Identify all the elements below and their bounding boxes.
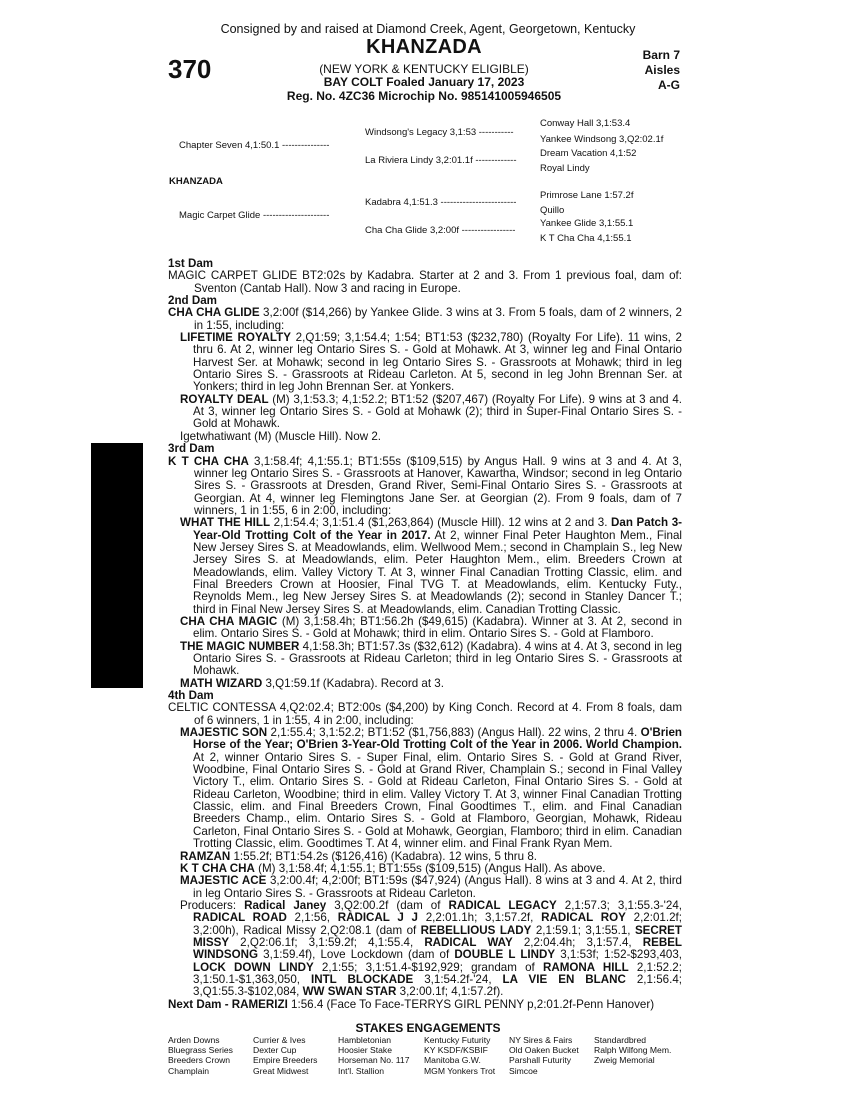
barn-label: Barn 7 [642,48,680,62]
offspring-name: RAMZAN [180,849,231,863]
producer-offspring: DOUBLE L LINDY [454,948,556,962]
offspring-record: (M) 3,1:58.4h; BT1:56.2h ($49,615) (Kadabra). Winner at 3. At 2, second in elim. Ontario Sires S. - Gold at Mohawk; third in elim. Ontario Sires S. - Gold at Flamboro. [193,614,682,641]
pedigree-dam-dam: Cha Cha Glide 3,2:00f ----------------- [365,225,516,236]
producer-offspring: INTL BLOCKADE [311,972,414,986]
pedigree-g8: K T Cha Cha 4,1:55.1 [540,233,632,244]
dam-record: 3,2:00f ($14,266) by Yankee Glide. 3 wins at 3. From 5 foals, dam of 2 winners, 2 in 1:55, including: [194,306,682,332]
producer-offspring: REBEL WINDSONG [193,935,683,962]
producer-record: 2,1:59.1; 3,1:55.1, [531,923,635,937]
stakes-column [253,1035,317,1076]
producers-label: Producers: [180,898,237,912]
stakes-item: Zweig Memorial [594,1055,655,1066]
stakes-column [509,1035,579,1076]
stakes-item: Breeders Crown [168,1055,231,1066]
stakes-item: Hoosier Stake [338,1045,392,1056]
producer-offspring: RADICAL LEGACY [448,898,557,912]
stakes-item: Champlain [168,1065,210,1076]
offspring-name: THE MAGIC NUMBER [180,639,300,653]
offspring-name: K T CHA CHA [180,861,255,875]
dam-name: CHA CHA GLIDE [168,306,260,320]
pedigree-g3: Dream Vacation 4,1:52 [540,148,637,159]
stakes-item: Arden Downs [168,1035,220,1045]
stakes-item: Old Oaken Bucket [509,1045,579,1056]
first-dam-text: MAGIC CARPET GLIDE BT2:02s by Kadabra. Starter at 2 and 3. From 1 previous foal, dam of: Sventon (Cantab Hall). Now 3 and racing in Europe. [168,269,682,295]
producer-offspring: LA VIE EN BLANC [502,972,626,986]
producer-record: 2,2:01.2f; 3,2:00h), Radical Missy 2,Q2:08.1 (dam of [193,911,682,937]
producer-record: 3,1:59.4f), Love Lockdown (dam of [258,948,455,962]
stakes-column [338,1035,410,1076]
offspring-entry [168,875,682,900]
producer-record: 2,2:01.1h; 3,1:57.2f, [418,911,542,925]
offspring-record: 1:55.2f; BT1:54.2s ($126,416) (Kadabra). 12 wins, 5 thru 8. [230,849,538,863]
dam-name: K T CHA CHA [168,454,249,468]
producer-offspring: RADICAL WAY [424,935,513,949]
producer-offspring: RADICAL ROY [541,911,626,925]
stakes-item: Kentucky Futurity [424,1035,491,1045]
producer-offspring: SECRET MISSY [193,923,682,949]
producer-offspring: REBELLIOUS LADY [420,923,532,937]
pedigree-horse: KHANZADA [169,176,223,187]
offspring-record: At 2, winner Final Peter Haughton Mem., Final New Jersey Sires S. at Meadowlands, elim. Wellwood Mem.; second in Champlain S., leg New Jersey Sires S. at Meadowlands, elim. Peter Haughton Mem., elim. Breeders Crown at Meadowlands, elim. Valley Victory T. At 3, winner Final Canadian Trotting Classic, elim. and Final Breeders Crown at Hoosier, Final TVG T. at Meadowlands, elim. Kentucky Futy., Reynolds Mem., leg New Jersey Sires S. at Meadowlands (2); second in Stanley Dancer T.; third in Final New Jersey Sires S. at Meadowlands, elim. Canadian Trotting Classic. [193,528,682,616]
next-dam-line [168,999,682,1011]
next-dam-label: Next Dam - RAMERIZI [168,997,288,1011]
eligibility: (NEW YORK & KENTUCKY ELIGIBLE) [319,62,529,76]
second-dam-heading: 2nd Dam [168,294,217,308]
producer-record: 2,2:04.4h; 3,1:57.4, [512,935,643,949]
hip-number: 370 [168,54,212,84]
pedigree-g2: Yankee Windsong 3,Q2:02.1f [540,134,664,145]
producer-record: 2,1:55; 3,1:51.4-$192,929; grandam of [313,960,543,974]
offspring-entry [168,727,682,850]
offspring-entry [168,678,682,690]
producer-offspring: RADICAL J J [337,911,419,925]
award-text: Dan Patch 3-Year-Old Trotting Colt of the Year in 2017. [193,516,682,542]
stakes-item: Great Midwest [253,1065,309,1076]
offspring-record: 2,1:55.4; 3,1:52.2; BT1:52 ($1,756,883) (Angus Hall). 22 wins, 2 thru 4. [267,726,641,740]
producer-record: 2,Q2:06.1f; 3,1:59.2f; 4,1:55.4, [229,935,425,949]
third-dam-text [168,456,682,518]
pedigree-g7: Yankee Glide 3,1:55.1 [540,218,634,229]
offspring-entry [168,332,682,394]
producer-record: 3,1:54.2f-'24, [413,972,503,986]
dam-record: 3,1:58.4f; 4,1:55.1; BT1:55s ($109,515) by Angus Hall. 9 wins at 3 and 4. At 3, winner leg Ontario Sires S. - Grassroots at Hanover, Kawartha, Windsor; second in leg Ontario Sires S. - Grassroots at Dresden, Grand River, Semi-Final Ontario Sires S. - Grassroots at Georgian. At 4, winner leg Flemingtons Jane Ser. at Georgian (2). From 9 foals, dam of 7 winners, 1 in 1:55, 6 in 2:00, including: [194,454,682,517]
producer-record: 3,1:53f; 1:52-$293,403, [555,948,683,962]
producer-name: Radical Janey [236,898,327,912]
offspring-record: 3,2:00.4f; 4,2:00f; BT1:59s ($47,924) (Angus Hall). 8 wins at 3 and 4. At 2, third in leg Ontario Sires S. - Grassroots at Rideau Carleton. [193,874,682,900]
offspring-record: At 2, winner Ontario Sires S. - Super Final, elim. Ontario Sires S. - Gold at Grand River, Woodbine, Final Ontario Sires S. - Gold at Grand River, Champlain S.; second in Final Valley Victory T., elim. Ontario Sires S. - Gold at Rideau Carleton, Final Ontario Sires S. - Gold at Rideau Carleton, Woodbine; third in elim. Valley Victory T. At 3, winner Final Canadian Trotting Classic, elim. and Final Breeders Crown, Final Goodtimes T., elim. and Final Canadian Breeders Champ., elim. Ontario Sires S. - Gold at Flamboro, Georgian, Mohawk, Rideau Carleton, Final Ontario Sires S. - Gold at Mohawk, Georgian, Flamboro; third in elim. Canadian Trotting Classic, elim. Goodtimes T. At 4, winner elim. and Final Frank Ryan Mem. [193,750,682,851]
stakes-column [168,1035,233,1076]
offspring-name: ROYALTY DEAL [180,392,269,406]
stakes-item: KY KSDF/KSBIF [424,1045,488,1056]
pedigree-g5: Primrose Lane 1:57.2f [540,190,634,201]
offspring-entry [168,616,682,641]
producers-entry [168,900,682,999]
award-text: O'Brien Horse of the Year; O'Brien 3-Year-Old Trotting Colt of the Year in 2006. World Champion. [193,726,682,752]
stakes-item: Empire Breeders [253,1055,318,1066]
pedigree-g1: Conway Hall 3,1:53.4 [540,118,631,129]
stakes-title: STAKES ENGAGEMENTS [355,1021,501,1035]
producer-record: 2,1:57.3; 3,1:55.3-'24, [556,898,682,912]
pedigree-dam: Magic Carpet Glide --------------------- [179,210,330,221]
producer-offspring: RADICAL ROAD [193,911,287,925]
aisle-range: A-G [658,78,680,92]
stakes-column [424,1035,495,1076]
pedigree-g6: Quillo [540,205,565,216]
dam-sections [168,258,682,1011]
producer-record: 3,2:00.1f; 4,1:57.2f). [396,985,504,999]
stakes-item: Dexter Cup [253,1045,297,1056]
stakes-item: Horseman No. 117 [338,1055,410,1066]
producer-offspring: RAMONA HILL [542,960,629,974]
registration-line: Reg. No. 4ZC36 Microchip No. 985141005946505 [286,89,562,103]
stakes-item: Simcoe [509,1065,538,1076]
offspring-entry [168,394,682,431]
stakes-column [594,1035,671,1066]
second-dam-text [168,307,682,332]
offspring-entry [168,517,682,616]
stakes-item: MGM Yonkers Trot [424,1065,496,1076]
offspring-entry: Igetwhatiwant (M) (Muscle Hill). Now 2. [180,429,382,443]
producer-offspring: WW SWAN STAR [302,985,397,999]
offspring-entry [168,641,682,678]
offspring-record: (M) 3,1:58.4f; 4,1:55.1; BT1:55s ($109,515) (Angus Hall). As above. [254,861,606,875]
aisles-label: Aisles [644,63,680,77]
pedigree-sire: Chapter Seven 4,1:50.1 --------------- [179,140,330,151]
stakes-item: Manitoba G.W. [424,1055,481,1066]
producer-record: 2,1:56.4; 3,Q1:55.3-$102,084, [193,972,682,999]
stakes-item: Bluegrass Series [168,1045,233,1056]
consignor-line: Consigned by and raised at Diamond Creek, Agent, Georgetown, Kentucky [220,22,636,36]
third-dam-heading: 3rd Dam [168,442,215,456]
stakes-item: Ralph Wilfong Mem. [594,1045,672,1056]
first-dam-heading: 1st Dam [168,257,214,270]
stakes-item: NY Sires & Fairs [509,1035,573,1045]
offspring-name: MATH WIZARD [180,676,263,690]
producer-offspring: LOCK DOWN LINDY [193,960,314,974]
foaled-line: BAY COLT Foaled January 17, 2023 [323,75,525,89]
stakes-item: Parshall Futurity [509,1055,572,1066]
stakes-item: Hambletonian [338,1035,392,1045]
offspring-name: CHA CHA MAGIC [180,614,278,628]
pedigree-sire-sire: Windsong's Legacy 3,1:53 ----------- [365,127,514,138]
stakes-item: Int'l. Stallion [338,1065,385,1076]
offspring-record: 2,Q1:59; 3,1:54.4; 1:54; BT1:53 ($232,780) (Royalty For Life). 11 wins, 2 thru 6. At 2, winner leg Ontario Sires S. - Gold at Mohawk. At 3, winner leg and Final Ontario Harvest Ser. at Mohawk; second in leg Ontario Sires S. - Grassroots at Mohawk; third in leg Ontario Sires S. - Grassroots at Rideau Carleton. At 5, second in leg John Brennan Ser. at Yonkers; third in leg John Brennan Ser. at Yonkers. [193,331,683,394]
pedigree-sire-dam: La Riviera Lindy 3,2:01.1f ------------- [365,155,517,166]
horse-name: KHANZADA [366,36,482,58]
offspring-name: MAJESTIC SON [180,726,268,740]
producer-record: 3,Q2:00.2f (dam of [326,898,449,912]
offspring-record: 2,1:54.4; 3,1:51.4 ($1,263,864) (Muscle Hill). 12 wins at 2 and 3. [270,516,612,530]
offspring-record: (M) 3,1:53.3; 4,1:52.2; BT1:52 ($207,467) (Royalty For Life). 9 wins at 3 and 4. At 3, winner leg Ontario Sires S. - Gold at Mohawk (2); third in Super-Final Ontario Sires S. - Gold at Mohawk. [193,392,682,431]
offspring-record: 4,1:58.3h; BT1:57.3s ($32,612) (Kadabra). 4 wins at 4. At 3, second in leg Ontario Sires S. - Grassroots at Rideau Carleton; third in leg Ontario Sires S. - Grassroots at Mohawk. [193,639,682,678]
stakes-item: Standardbred [594,1035,647,1045]
offspring-name: LIFETIME ROYALTY [180,331,291,345]
producer-record: 2,1:56, [286,911,338,925]
redaction-bar [91,443,143,688]
offspring-name: MAJESTIC ACE [180,874,267,888]
pedigree-dam-sire: Kadabra 4,1:51.3 ------------------------ [365,197,517,208]
offspring-name: WHAT THE HILL [180,516,271,530]
next-dam-text: 1:56.4 (Face To Face-TERRYS GIRL PENNY p,2:01.2f-Penn Hanover) [287,997,655,1011]
offspring-record: 3,Q1:59.1f (Kadabra). Record at 3. [262,676,444,690]
producer-record: 2,1:52.2; 3,1:50.1-$1,363,050, [193,960,682,986]
fourth-dam-heading: 4th Dam [168,689,214,703]
pedigree-g4: Royal Lindy [540,163,590,174]
fourth-dam-text: CELTIC CONTESSA 4,Q2:02.4; BT2:00s ($4,200) by King Conch. Record at 4. From 8 foals, dam of 6 winners, 1 in 1:55, 4 in 2:00, including: [168,701,682,727]
stakes-item: Currier & Ives [253,1035,306,1045]
